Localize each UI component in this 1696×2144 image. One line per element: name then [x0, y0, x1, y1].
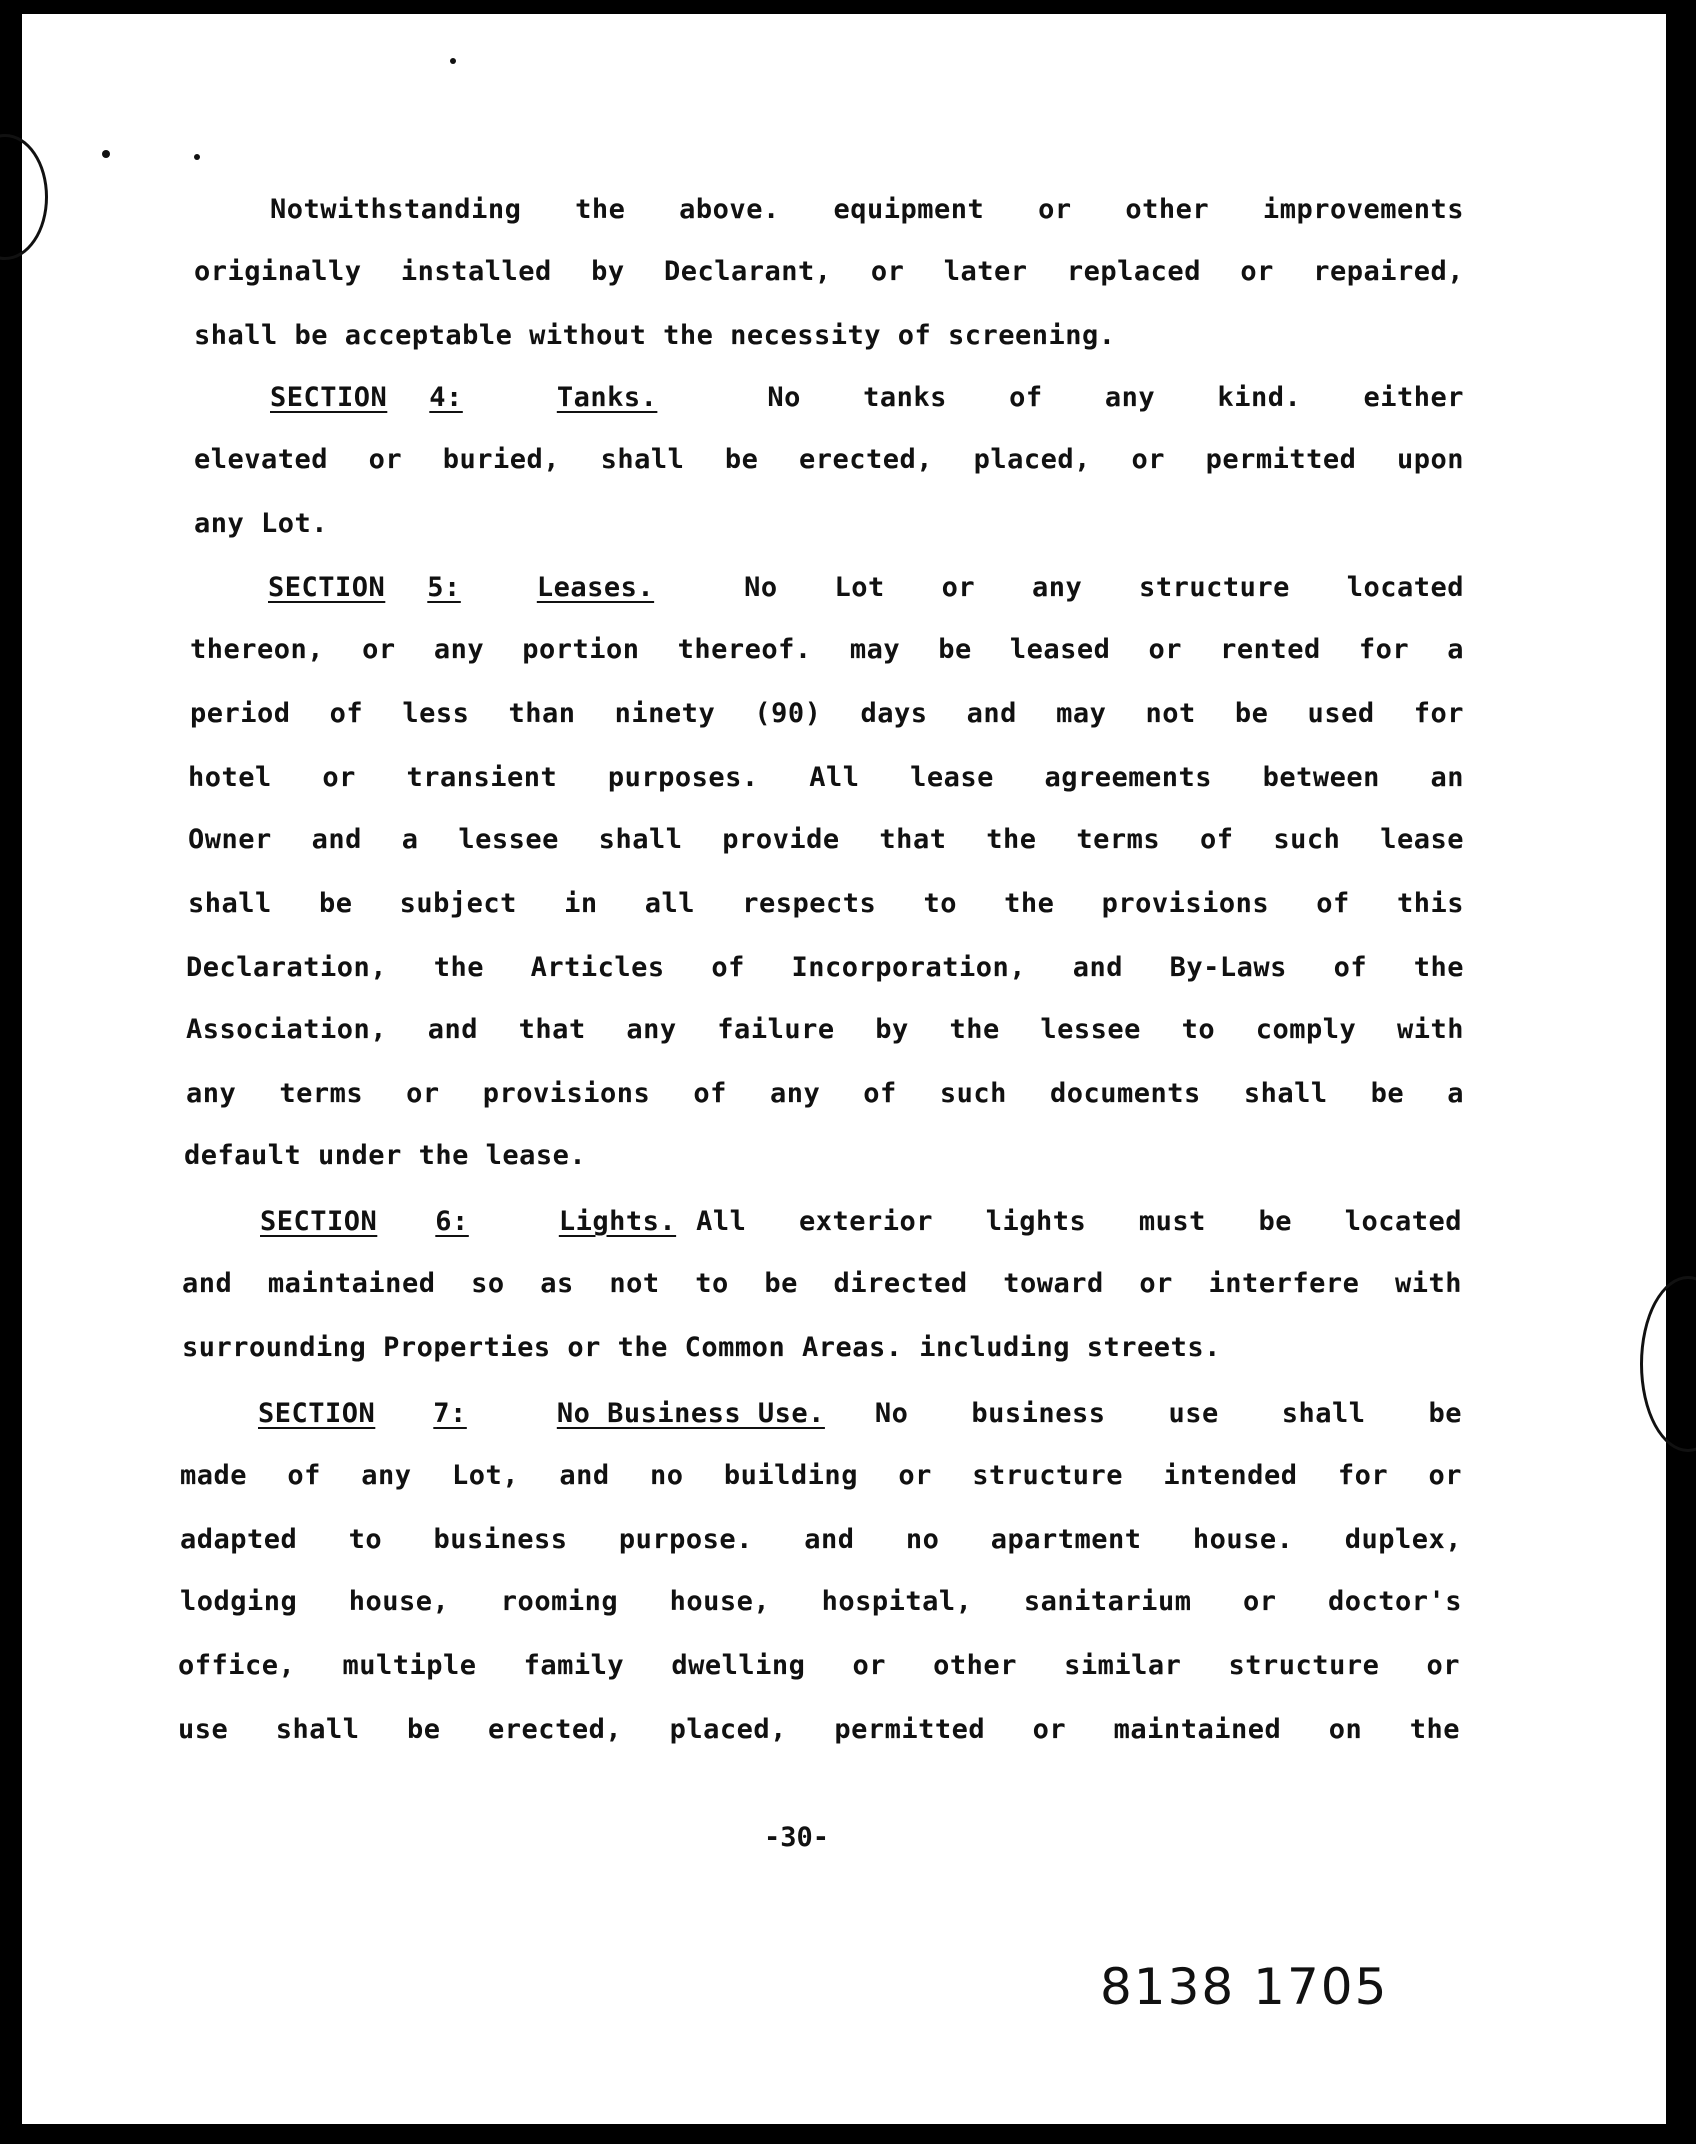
section-5-text: No Lot or any structure located — [744, 572, 1464, 603]
section-6-number: 6: — [435, 1206, 469, 1237]
section-6-title: Lights. — [558, 1206, 677, 1237]
section-7-title: No Business Use. — [556, 1398, 825, 1429]
text-line: default under the lease. — [184, 1140, 587, 1171]
scan-speck — [194, 154, 200, 160]
section-4-text: No tanks of any kind. either — [767, 382, 1464, 413]
text-line: any terms or provisions of any of such documents shall be a — [186, 1078, 1464, 1109]
scan-edge-mark — [0, 134, 48, 260]
text-line: use shall be erected, placed, permitted or maintained on the — [178, 1714, 1460, 1745]
text-line: Owner and a lessee shall provide that the terms of such lease — [188, 824, 1464, 855]
text-line: elevated or buried, shall be erected, placed, or permitted upon — [194, 444, 1464, 475]
text-line: shall be subject in all respects to the provisions of this — [188, 888, 1464, 919]
text-line: made of any Lot, and no building or structure intended for or — [180, 1460, 1462, 1491]
text-line: surrounding Properties or the Common Areas. including streets. — [182, 1332, 1221, 1363]
section-6-heading-line — [260, 1206, 1462, 1237]
section-5-title: Leases. — [536, 572, 655, 603]
text-line: and maintained so as not to be directed toward or interfere with — [182, 1268, 1462, 1299]
document-stamp-number: 8138 1705 — [1100, 1958, 1389, 2016]
text-line: hotel or transient purposes. All lease agreements between an — [188, 762, 1464, 793]
text-line: Notwithstanding the above. equipment or other improvements — [270, 194, 1464, 225]
section-4-heading-line — [270, 382, 1464, 413]
text-line: adapted to business purpose. and no apartment house. duplex, — [180, 1524, 1462, 1555]
document-page — [22, 14, 1666, 2124]
section-4-number: 4: — [429, 382, 463, 413]
text-line: period of less than ninety (90) days and may not be used for — [190, 698, 1464, 729]
text-line: Association, and that any failure by the lessee to comply with — [186, 1014, 1464, 1045]
section-7-label: SECTION — [258, 1398, 376, 1429]
text-line: office, multiple family dwelling or other similar structure or — [178, 1650, 1460, 1681]
section-4-label: SECTION — [270, 382, 388, 413]
text-line: thereon, or any portion thereof. may be leased or rented for a — [190, 634, 1464, 665]
section-5-number: 5: — [427, 572, 461, 603]
page-number: -30- — [764, 1822, 830, 1853]
section-7-heading-line — [258, 1398, 1462, 1429]
text-line: originally installed by Declarant, or later replaced or repaired, — [194, 256, 1464, 287]
scan-edge-mark — [1640, 1276, 1696, 1452]
section-7-number: 7: — [433, 1398, 467, 1429]
text-line: shall be acceptable without the necessity of screening. — [194, 320, 1116, 351]
text-line: Declaration, the Articles of Incorporation, and By-Laws of the — [186, 952, 1464, 983]
section-7-text: No business use shall be — [874, 1398, 1462, 1429]
text-line: any Lot. — [194, 508, 329, 539]
section-5-heading-line — [268, 572, 1464, 603]
section-6-text: All exterior lights must be located — [696, 1206, 1462, 1237]
scan-speck — [102, 150, 110, 158]
section-4-title: Tanks. — [556, 382, 658, 413]
section-5-label: SECTION — [268, 572, 386, 603]
section-6-label: SECTION — [260, 1206, 378, 1237]
scan-speck — [450, 58, 456, 64]
text-line: lodging house, rooming house, hospital, sanitarium or doctor's — [180, 1586, 1462, 1617]
